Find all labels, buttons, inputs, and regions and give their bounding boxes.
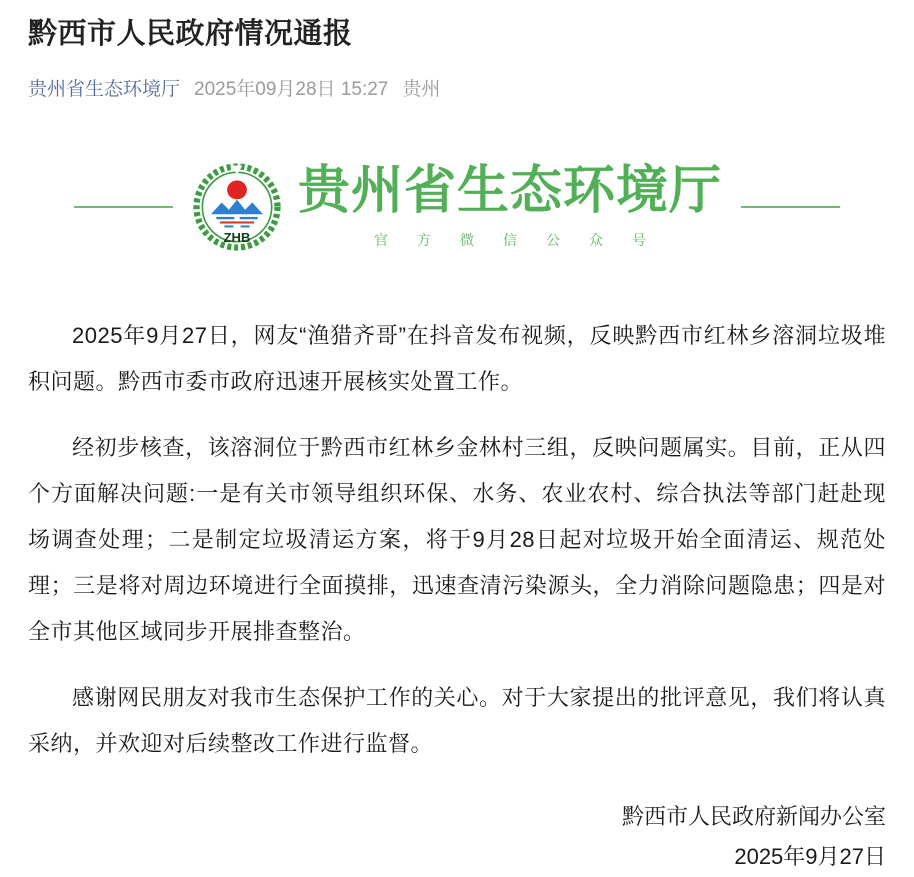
article-body bbox=[28, 313, 886, 767]
page-title: 黔西市人民政府情况通报 bbox=[28, 18, 353, 50]
logo-zhb-text: ZHB bbox=[223, 230, 251, 246]
banner-subtitle: 官方微信公众号 bbox=[373, 232, 675, 249]
signature-date: 2025年9月27日 bbox=[734, 843, 886, 869]
banner-text-block bbox=[297, 161, 722, 251]
banner-left-rule bbox=[74, 206, 173, 208]
banner-image[interactable] bbox=[28, 151, 886, 263]
banner-org-name: 贵州省生态环境厅 bbox=[297, 161, 722, 220]
signature-org: 黔西市人民政府新闻办公室 bbox=[621, 803, 886, 829]
banner-right-rule bbox=[741, 206, 840, 208]
paragraph: 2025年9月27日，网友“渔猎齐哥”在抖音发布视频，反映黔西市红林乡溶洞垃圾堆积问题。黔西市委市政府迅速开展核实处置工作。 bbox=[28, 322, 886, 394]
byline bbox=[28, 78, 886, 103]
publish-datetime: 2025年09月28日 15:27 bbox=[194, 79, 389, 101]
paragraph: 经初步核查，该溶洞位于黔西市红林乡金林村三组，反映问题属实。目前，正从四个方面解决问题:一是有关市领导组织环保、水务、农业农村、综合执法等部门赶赴现场调查处理；二是制定垃圾清运方案，将于9月28日起对垃圾开始全面清运、规范处理；三是将对周边环境进行全面摸排，迅速查清污染源头，全力消除问题隐患；四是对全市其他区域同步开展排查整治。 bbox=[28, 434, 886, 644]
official-account-link[interactable]: 贵州省生态环境厅 bbox=[28, 79, 181, 101]
zhb-environment-bureau-logo-icon bbox=[192, 162, 282, 252]
publish-location: 贵州 bbox=[402, 79, 441, 101]
paragraph: 感谢网民朋友对我市生态保护工作的关心。对于大家提出的批评意见，我们将认真采纳，并欢迎对后续整改工作进行监督。 bbox=[28, 684, 886, 756]
